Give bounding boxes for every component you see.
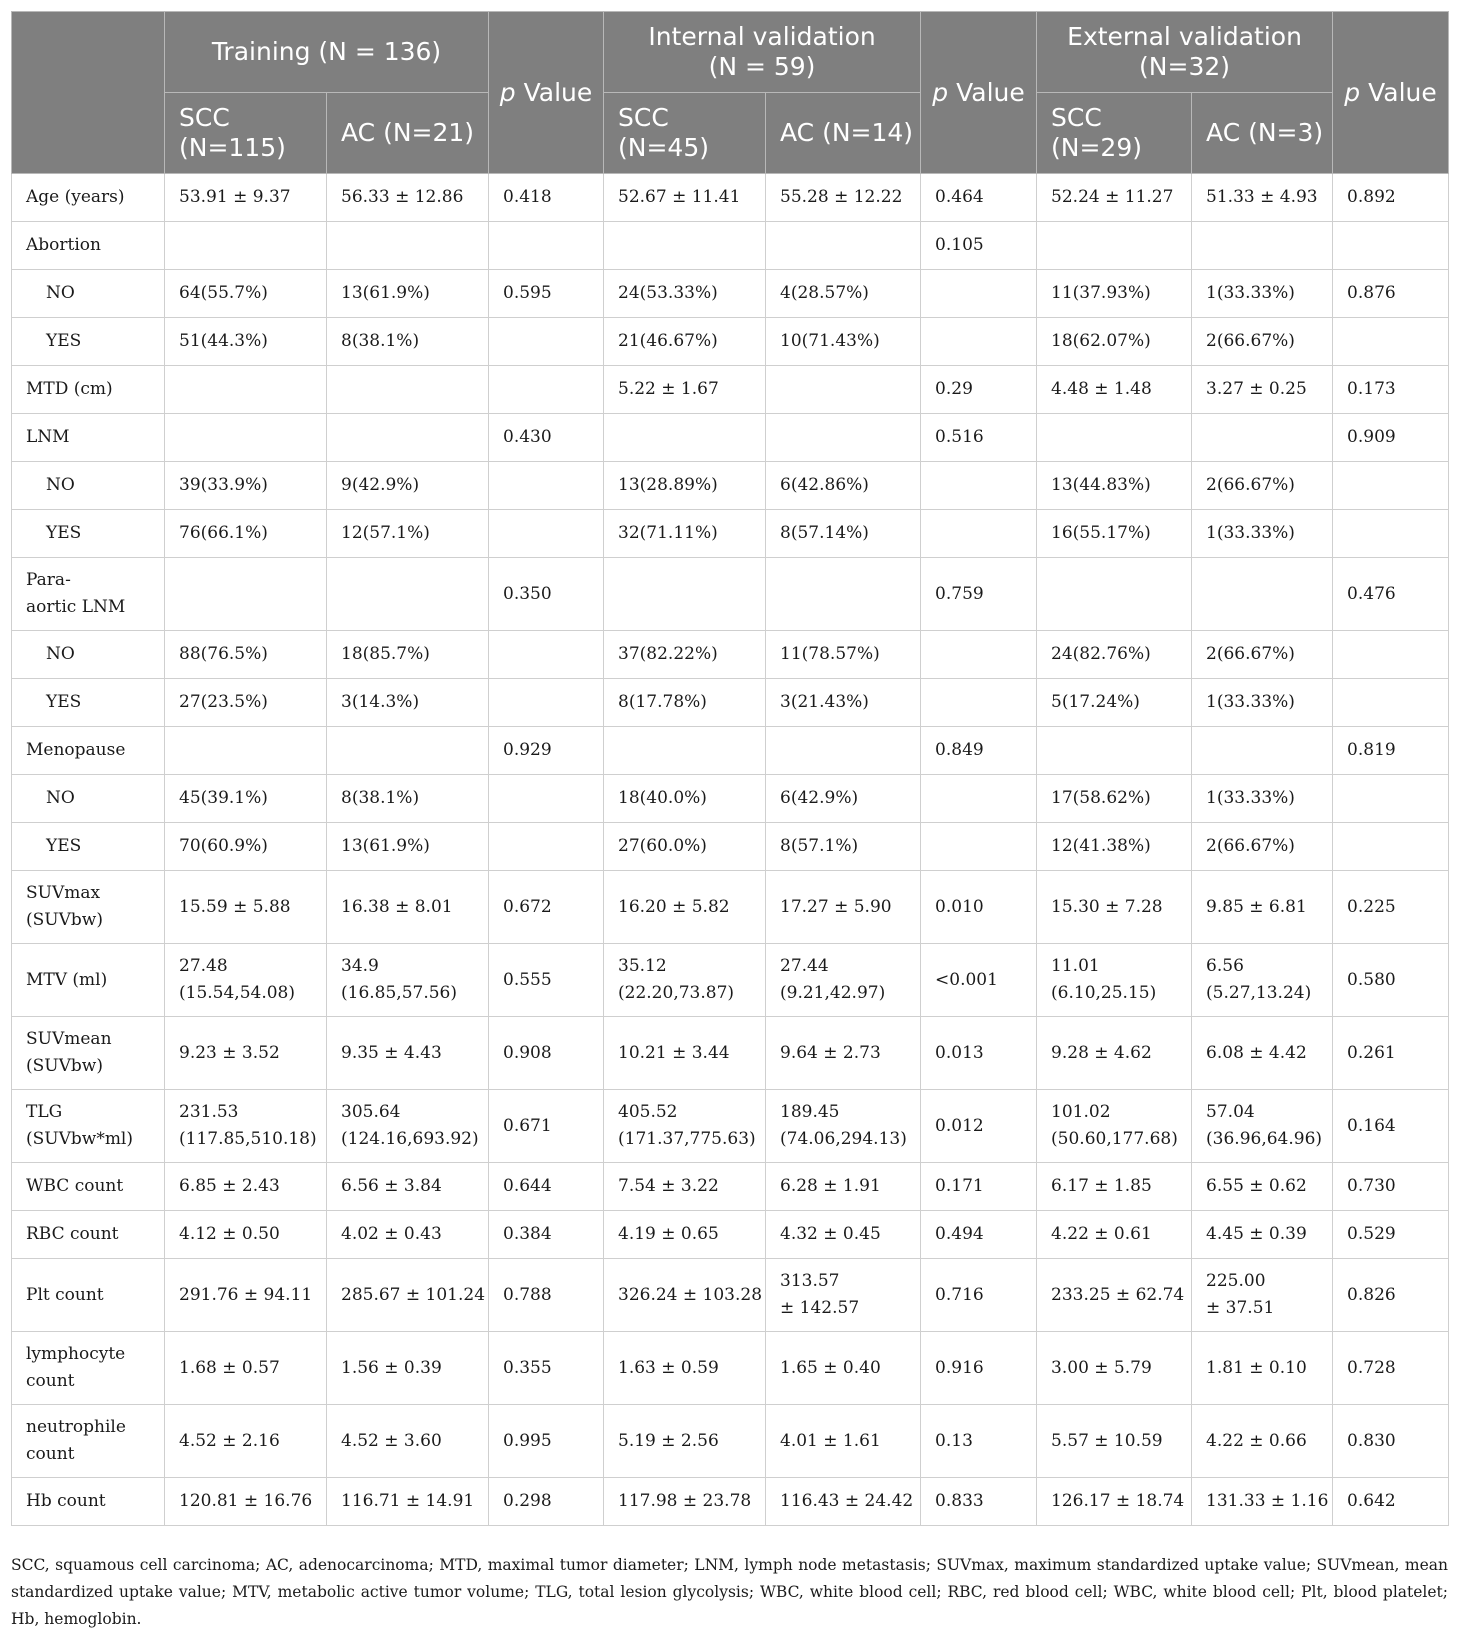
table-cell: 6(42.86%): [766, 462, 921, 510]
header-internal-validation: Internal validation (N = 59): [604, 12, 921, 93]
table-cell: 0.494: [921, 1211, 1037, 1259]
table-cell: 9.64 ± 2.73: [766, 1017, 921, 1090]
table-cell: [489, 366, 604, 414]
table-cell: 4.48 ± 1.48: [1037, 366, 1192, 414]
table-cell: 7.54 ± 3.22: [604, 1163, 766, 1211]
table-cell: 0.476: [1333, 558, 1449, 631]
table-cell: 189.45 (74.06,294.13): [766, 1090, 921, 1163]
table-cell: 15.59 ± 5.88: [165, 871, 327, 944]
table-cell: 8(38.1%): [327, 775, 489, 823]
table-cell: 4.12 ± 0.50: [165, 1211, 327, 1259]
table-cell: 24(82.76%): [1037, 631, 1192, 679]
table-cell: [1333, 679, 1449, 727]
table-row: [12, 631, 1449, 679]
table-cell: [1333, 462, 1449, 510]
table-cell: 101.02 (50.60,177.68): [1037, 1090, 1192, 1163]
table-cell: 0.908: [489, 1017, 604, 1090]
table-cell: 11(37.93%): [1037, 270, 1192, 318]
row-label: neutrophile count: [12, 1405, 165, 1478]
table-cell: 305.64 (124.16,693.92): [327, 1090, 489, 1163]
table-cell: [165, 414, 327, 462]
table-cell: 120.81 ± 16.76: [165, 1478, 327, 1526]
table-cell: 45(39.1%): [165, 775, 327, 823]
table-cell: [1333, 823, 1449, 871]
row-label: lymphocyte count: [12, 1332, 165, 1405]
table-cell: 5(17.24%): [1037, 679, 1192, 727]
table-cell: 51.33 ± 4.93: [1192, 174, 1333, 222]
table-cell: 32(71.11%): [604, 510, 766, 558]
table-cell: 18(40.0%): [604, 775, 766, 823]
table-cell: 0.261: [1333, 1017, 1449, 1090]
table-cell: [1333, 631, 1449, 679]
table-cell: 9.85 ± 6.81: [1192, 871, 1333, 944]
table-cell: 18(62.07%): [1037, 318, 1192, 366]
table-cell: 0.384: [489, 1211, 604, 1259]
table-row: [12, 1332, 1449, 1405]
table-cell: 0.225: [1333, 871, 1449, 944]
table-cell: 0.13: [921, 1405, 1037, 1478]
row-label: MTV (ml): [12, 944, 165, 1017]
table-cell: 0.555: [489, 944, 604, 1017]
table-cell: [489, 222, 604, 270]
table-row: [12, 222, 1449, 270]
table-cell: [766, 727, 921, 775]
table-cell: 116.71 ± 14.91: [327, 1478, 489, 1526]
table-cell: 1(33.33%): [1192, 679, 1333, 727]
table-row: [12, 1211, 1449, 1259]
table-cell: 0.644: [489, 1163, 604, 1211]
table-cell: [1192, 727, 1333, 775]
table-cell: 6.56 (5.27,13.24): [1192, 944, 1333, 1017]
table-cell: 4.01 ± 1.61: [766, 1405, 921, 1478]
table-cell: 3.00 ± 5.79: [1037, 1332, 1192, 1405]
table-row: [12, 1017, 1449, 1090]
table-cell: [1192, 414, 1333, 462]
table-cell: [1037, 558, 1192, 631]
row-label: Para- aortic LNM: [12, 558, 165, 631]
table-cell: 0.995: [489, 1405, 604, 1478]
table-cell: [766, 558, 921, 631]
table-cell: 24(53.33%): [604, 270, 766, 318]
table-cell: 0.105: [921, 222, 1037, 270]
row-label: NO: [12, 270, 165, 318]
header-p-value-external: p Value: [1333, 12, 1449, 174]
table-cell: 131.33 ± 1.16: [1192, 1478, 1333, 1526]
table-cell: 0.013: [921, 1017, 1037, 1090]
table-cell: 39(33.9%): [165, 462, 327, 510]
table-row: [12, 462, 1449, 510]
table-cell: 6.08 ± 4.42: [1192, 1017, 1333, 1090]
table-row: [12, 871, 1449, 944]
table-row: [12, 679, 1449, 727]
header-ac-external: AC (N=3): [1192, 93, 1333, 174]
table-row: [12, 1163, 1449, 1211]
table-cell: 0.430: [489, 414, 604, 462]
header-scc-external: SCC (N=29): [1037, 93, 1192, 174]
table-cell: 4.02 ± 0.43: [327, 1211, 489, 1259]
table-cell: 0.010: [921, 871, 1037, 944]
table-cell: 1(33.33%): [1192, 270, 1333, 318]
table-cell: [165, 727, 327, 775]
table-cell: 5.19 ± 2.56: [604, 1405, 766, 1478]
table-cell: 0.29: [921, 366, 1037, 414]
table-cell: [921, 631, 1037, 679]
table-row: [12, 1090, 1449, 1163]
table-cell: 0.929: [489, 727, 604, 775]
header-ac-internal: AC (N=14): [766, 93, 921, 174]
table-cell: 4.52 ± 3.60: [327, 1405, 489, 1478]
table-cell: 1(33.33%): [1192, 510, 1333, 558]
table-cell: 13(61.9%): [327, 823, 489, 871]
table-cell: 2(66.67%): [1192, 318, 1333, 366]
table-cell: 6.56 ± 3.84: [327, 1163, 489, 1211]
table-cell: 37(82.22%): [604, 631, 766, 679]
table-cell: [489, 823, 604, 871]
table-cell: 13(61.9%): [327, 270, 489, 318]
table-row: [12, 318, 1449, 366]
table-cell: 0.173: [1333, 366, 1449, 414]
table-cell: 53.91 ± 9.37: [165, 174, 327, 222]
table-cell: 0.909: [1333, 414, 1449, 462]
table-cell: 0.164: [1333, 1090, 1449, 1163]
table-cell: [921, 318, 1037, 366]
table-cell: [1333, 222, 1449, 270]
table-cell: 6.55 ± 0.62: [1192, 1163, 1333, 1211]
table-cell: 51(44.3%): [165, 318, 327, 366]
table-cell: 16.38 ± 8.01: [327, 871, 489, 944]
row-label: TLG (SUVbw*ml): [12, 1090, 165, 1163]
table-container: [11, 11, 1448, 1526]
row-label: SUVmean (SUVbw): [12, 1017, 165, 1090]
table-cell: 12(41.38%): [1037, 823, 1192, 871]
table-cell: 126.17 ± 18.74: [1037, 1478, 1192, 1526]
table-row: [12, 366, 1449, 414]
table-cell: 4.32 ± 0.45: [766, 1211, 921, 1259]
table-cell: [766, 414, 921, 462]
table-cell: 0.418: [489, 174, 604, 222]
header-scc-training: SCC (N=115): [165, 93, 327, 174]
row-label: LNM: [12, 414, 165, 462]
table-cell: 16(55.17%): [1037, 510, 1192, 558]
table-cell: [766, 366, 921, 414]
table-cell: [489, 775, 604, 823]
table-cell: 1.56 ± 0.39: [327, 1332, 489, 1405]
row-label: YES: [12, 318, 165, 366]
table-cell: 52.24 ± 11.27: [1037, 174, 1192, 222]
table-cell: 6.17 ± 1.85: [1037, 1163, 1192, 1211]
table-cell: 0.892: [1333, 174, 1449, 222]
table-cell: 34.9 (16.85,57.56): [327, 944, 489, 1017]
table-cell: 0.849: [921, 727, 1037, 775]
table-cell: 27.48 (15.54,54.08): [165, 944, 327, 1017]
table-cell: 8(17.78%): [604, 679, 766, 727]
table-cell: 55.28 ± 12.22: [766, 174, 921, 222]
table-cell: 10(71.43%): [766, 318, 921, 366]
table-cell: 12(57.1%): [327, 510, 489, 558]
table-cell: 16.20 ± 5.82: [604, 871, 766, 944]
row-label: NO: [12, 631, 165, 679]
row-label: WBC count: [12, 1163, 165, 1211]
row-label: YES: [12, 823, 165, 871]
table-cell: 0.728: [1333, 1332, 1449, 1405]
table-cell: [1037, 414, 1192, 462]
table-cell: 225.00 ± 37.51: [1192, 1259, 1333, 1332]
table-cell: 9(42.9%): [327, 462, 489, 510]
table-cell: 0.833: [921, 1478, 1037, 1526]
table-cell: 3.27 ± 0.25: [1192, 366, 1333, 414]
table-cell: 6.85 ± 2.43: [165, 1163, 327, 1211]
table-cell: [604, 414, 766, 462]
table-cell: 9.35 ± 4.43: [327, 1017, 489, 1090]
table-cell: 0.595: [489, 270, 604, 318]
table-cell: [766, 222, 921, 270]
table-cell: 5.22 ± 1.67: [604, 366, 766, 414]
table-cell: [604, 222, 766, 270]
table-cell: 1(33.33%): [1192, 775, 1333, 823]
table-cell: 88(76.5%): [165, 631, 327, 679]
table-cell: [489, 318, 604, 366]
table-cell: 9.28 ± 4.62: [1037, 1017, 1192, 1090]
table-cell: 64(55.7%): [165, 270, 327, 318]
row-label: Age (years): [12, 174, 165, 222]
table-row: [12, 1478, 1449, 1526]
table-cell: 4.45 ± 0.39: [1192, 1211, 1333, 1259]
table-cell: [327, 366, 489, 414]
table-row: [12, 558, 1449, 631]
table-cell: 0.464: [921, 174, 1037, 222]
table-cell: 0.671: [489, 1090, 604, 1163]
row-label: YES: [12, 510, 165, 558]
table-cell: 4.19 ± 0.65: [604, 1211, 766, 1259]
table-cell: 2(66.67%): [1192, 462, 1333, 510]
table-cell: 1.68 ± 0.57: [165, 1332, 327, 1405]
table-cell: [489, 510, 604, 558]
table-cell: 27(60.0%): [604, 823, 766, 871]
table-cell: 116.43 ± 24.42: [766, 1478, 921, 1526]
table-cell: 0.730: [1333, 1163, 1449, 1211]
row-label: Plt count: [12, 1259, 165, 1332]
header-p-value-internal: p Value: [921, 12, 1037, 174]
table-cell: 8(57.14%): [766, 510, 921, 558]
table-cell: 0.355: [489, 1332, 604, 1405]
table-cell: 18(85.7%): [327, 631, 489, 679]
table-body: [12, 174, 1449, 1526]
table-cell: 27(23.5%): [165, 679, 327, 727]
table-cell: 0.171: [921, 1163, 1037, 1211]
table-cell: 231.53 (117.85,510.18): [165, 1090, 327, 1163]
row-label: RBC count: [12, 1211, 165, 1259]
table-cell: 0.826: [1333, 1259, 1449, 1332]
table-cell: 0.298: [489, 1478, 604, 1526]
header-external-validation: External validation (N=32): [1037, 12, 1333, 93]
table-cell: 5.57 ± 10.59: [1037, 1405, 1192, 1478]
table-cell: 1.65 ± 0.40: [766, 1332, 921, 1405]
table-cell: [921, 823, 1037, 871]
table-cell: [604, 558, 766, 631]
table-cell: 0.350: [489, 558, 604, 631]
table-cell: [165, 558, 327, 631]
header-ac-training: AC (N=21): [327, 93, 489, 174]
table-cell: [489, 679, 604, 727]
table-cell: [1333, 318, 1449, 366]
header-training: Training (N = 136): [165, 12, 489, 93]
table-cell: 6(42.9%): [766, 775, 921, 823]
table-footnote: SCC, squamous cell carcinoma; AC, adenocarcinoma; MTD, maximal tumor diameter; LNM, lymph node metastasis; SUVmax, maximum standardized uptake value; SUVmean, mean standardized uptake value; MTV, metabolic active tumor volume; TLG, total lesion glycolysis; WBC, white blood cell; RBC, red blood cell; WBC, white blood cell; Plt, blood platelet; Hb, hemoglobin.: [11, 1556, 1448, 1628]
table-cell: 52.67 ± 11.41: [604, 174, 766, 222]
table-cell: [921, 270, 1037, 318]
table-cell: 27.44 (9.21,42.97): [766, 944, 921, 1017]
table-cell: 70(60.9%): [165, 823, 327, 871]
table-cell: [1333, 775, 1449, 823]
table-cell: 2(66.67%): [1192, 823, 1333, 871]
table-cell: 4.22 ± 0.66: [1192, 1405, 1333, 1478]
table-cell: 8(57.1%): [766, 823, 921, 871]
table-cell: [1333, 510, 1449, 558]
table-cell: [327, 558, 489, 631]
table-cell: 35.12 (22.20,73.87): [604, 944, 766, 1017]
table-cell: 0.642: [1333, 1478, 1449, 1526]
row-label: Abortion: [12, 222, 165, 270]
row-label: NO: [12, 775, 165, 823]
table-cell: [1037, 222, 1192, 270]
table-cell: [1192, 558, 1333, 631]
table-cell: <0.001: [921, 944, 1037, 1017]
table-row: [12, 823, 1449, 871]
table-row: [12, 174, 1449, 222]
table-cell: 0.516: [921, 414, 1037, 462]
row-label: MTD (cm): [12, 366, 165, 414]
row-label: Menopause: [12, 727, 165, 775]
table-cell: 56.33 ± 12.86: [327, 174, 489, 222]
table-row: [12, 270, 1449, 318]
table-row: [12, 944, 1449, 1017]
table-cell: 10.21 ± 3.44: [604, 1017, 766, 1090]
table-cell: 13(28.89%): [604, 462, 766, 510]
table-cell: [1037, 727, 1192, 775]
table-cell: 11.01 (6.10,25.15): [1037, 944, 1192, 1017]
table-cell: [921, 775, 1037, 823]
table-cell: 326.24 ± 103.28: [604, 1259, 766, 1332]
table-row: [12, 727, 1449, 775]
baseline-characteristics-table: [11, 11, 1449, 1526]
table-row: [12, 1405, 1449, 1478]
table-cell: [1192, 222, 1333, 270]
table-cell: 313.57 ± 142.57: [766, 1259, 921, 1332]
table-cell: 17.27 ± 5.90: [766, 871, 921, 944]
table-row: [12, 510, 1449, 558]
table-cell: 11(78.57%): [766, 631, 921, 679]
table-cell: [604, 727, 766, 775]
table-cell: [327, 727, 489, 775]
table-cell: 0.916: [921, 1332, 1037, 1405]
table-cell: 233.25 ± 62.74: [1037, 1259, 1192, 1332]
table-cell: 0.012: [921, 1090, 1037, 1163]
table-cell: [921, 679, 1037, 727]
table-cell: 0.716: [921, 1259, 1037, 1332]
table-cell: 0.830: [1333, 1405, 1449, 1478]
table-cell: [327, 222, 489, 270]
row-label: Hb count: [12, 1478, 165, 1526]
table-cell: [489, 631, 604, 679]
table-cell: 4.52 ± 2.16: [165, 1405, 327, 1478]
table-cell: 3(14.3%): [327, 679, 489, 727]
row-label: SUVmax (SUVbw): [12, 871, 165, 944]
table-cell: 0.580: [1333, 944, 1449, 1017]
table-cell: 0.788: [489, 1259, 604, 1332]
table-cell: 6.28 ± 1.91: [766, 1163, 921, 1211]
table-cell: 0.529: [1333, 1211, 1449, 1259]
table-row: [12, 414, 1449, 462]
table-cell: [165, 366, 327, 414]
table-cell: 117.98 ± 23.78: [604, 1478, 766, 1526]
table-cell: 0.672: [489, 871, 604, 944]
table-cell: 2(66.67%): [1192, 631, 1333, 679]
table-cell: [921, 462, 1037, 510]
table-cell: [489, 462, 604, 510]
row-label: YES: [12, 679, 165, 727]
header-p-value-training: p Value: [489, 12, 604, 174]
row-label: NO: [12, 462, 165, 510]
table-header: [12, 12, 1449, 174]
table-cell: 0.819: [1333, 727, 1449, 775]
table-cell: 13(44.83%): [1037, 462, 1192, 510]
table-cell: 8(38.1%): [327, 318, 489, 366]
table-cell: 0.759: [921, 558, 1037, 631]
table-cell: 1.63 ± 0.59: [604, 1332, 766, 1405]
header-scc-internal: SCC (N=45): [604, 93, 766, 174]
table-cell: 17(58.62%): [1037, 775, 1192, 823]
table-row: [12, 1259, 1449, 1332]
table-cell: 76(66.1%): [165, 510, 327, 558]
table-cell: 291.76 ± 94.11: [165, 1259, 327, 1332]
table-cell: [327, 414, 489, 462]
table-cell: 3(21.43%): [766, 679, 921, 727]
table-cell: [921, 510, 1037, 558]
table-cell: 285.67 ± 101.24: [327, 1259, 489, 1332]
table-cell: 0.876: [1333, 270, 1449, 318]
table-cell: 1.81 ± 0.10: [1192, 1332, 1333, 1405]
table-cell: 4.22 ± 0.61: [1037, 1211, 1192, 1259]
header-blank-cell: [12, 12, 165, 174]
table-cell: 9.23 ± 3.52: [165, 1017, 327, 1090]
table-cell: 57.04 (36.96,64.96): [1192, 1090, 1333, 1163]
table-row: [12, 775, 1449, 823]
table-cell: 4(28.57%): [766, 270, 921, 318]
table-cell: 21(46.67%): [604, 318, 766, 366]
table-cell: 405.52 (171.37,775.63): [604, 1090, 766, 1163]
table-cell: [165, 222, 327, 270]
table-cell: 15.30 ± 7.28: [1037, 871, 1192, 944]
